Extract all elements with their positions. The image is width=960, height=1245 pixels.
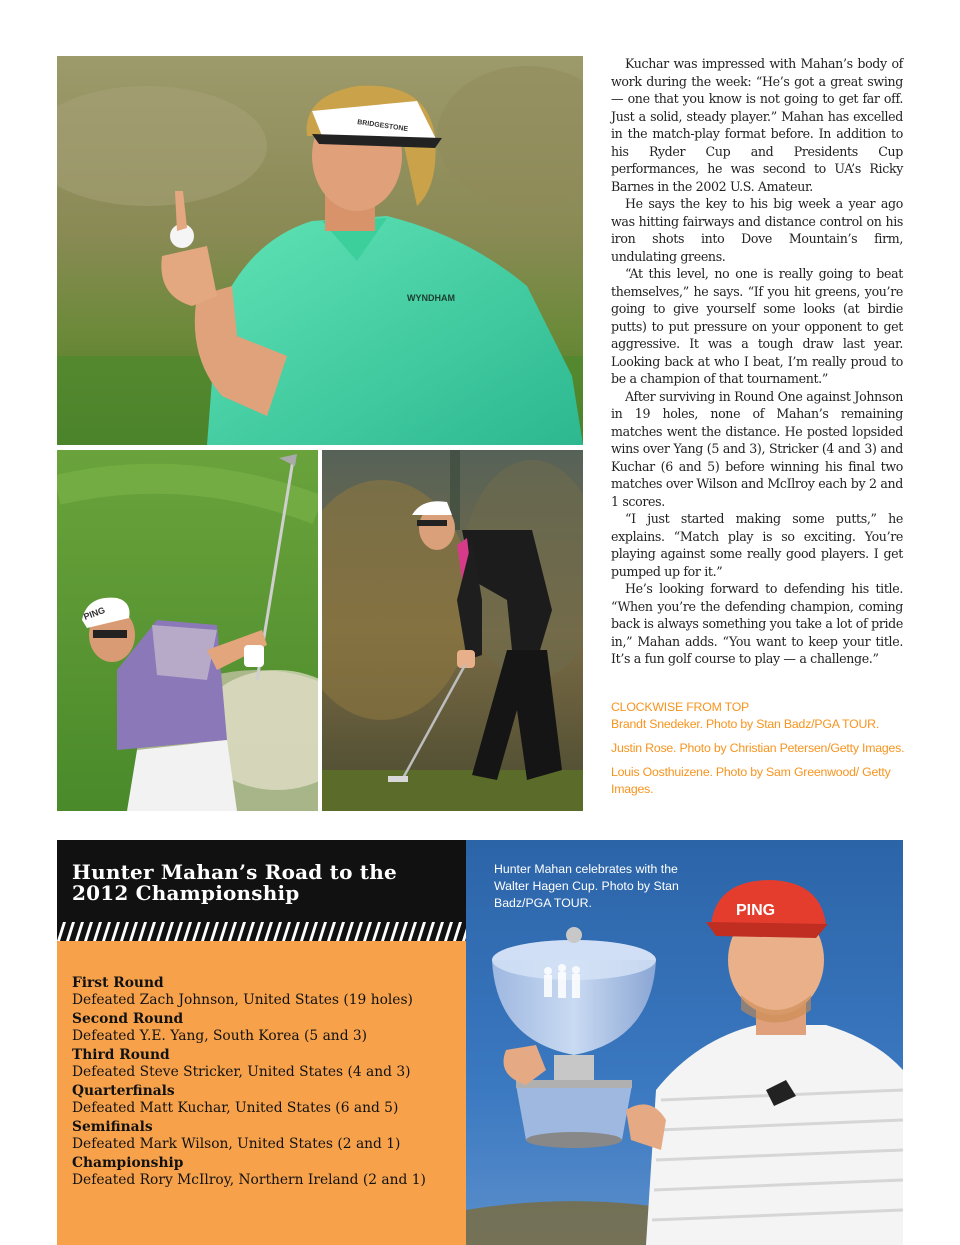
- photo-snedeker: [57, 56, 583, 445]
- sidebar-title: Hunter Mahan’s Road to the 2012 Championship: [72, 860, 397, 905]
- round-result: Defeated Rory McIlroy, Northern Ireland (2 and 1): [72, 1171, 426, 1188]
- shirt-brand: WYNDHAM: [407, 293, 455, 303]
- round-name: First Round: [72, 975, 164, 991]
- round-item: [72, 1119, 462, 1152]
- caption-line: Justin Rose. Photo by Christian Petersen/Getty Images.: [611, 741, 905, 755]
- round-name: Second Round: [72, 1011, 184, 1027]
- caption-heading: CLOCKWISE FROM TOP: [611, 700, 750, 714]
- stripe-divider: [57, 922, 466, 941]
- cap-brand-hero: PING: [736, 902, 776, 919]
- round-result: Defeated Y.E. Yang, South Korea (5 and 3): [72, 1027, 368, 1044]
- round-name: Third Round: [72, 1047, 170, 1063]
- article-paragraph: Kuchar was impressed with Mahan’s body of work during the week: “He’s got a great swing — one that you know is not going to get far off. Just a solid, steady player.” Mahan has excelled in the match-play format before. In addition to his Ryder Cup and Presidents Cup performances, he was second to UA’s Ricky Barnes in the 2002 U.S. Amateur.: [611, 56, 903, 194]
- round-item: [72, 1083, 462, 1116]
- caption-line: Brandt Snedeker. Photo by Stan Badz/PGA TOUR.: [611, 717, 880, 731]
- article-paragraph: “I just started making some putts,” he explains. “Match play is so exciting. You’re playing against some really good players. I get pumped up for it.”: [611, 511, 903, 579]
- sidebar-results: [57, 941, 466, 1245]
- round-item: [72, 1011, 462, 1044]
- round-name: Semifinals: [72, 1119, 153, 1135]
- article-paragraph: After surviving in Round One against Johnson in 19 holes, none of Mahan’s remaining matches went the distance. He posted lopsided wins over Yang (5 and 3), Stricker (4 and 3) and Kuchar (6 and 5) before winning his final two matches over Wilson and McIlroy each by 2 and 1 scores.: [611, 388, 903, 509]
- cap-brand-left: PING: [82, 604, 107, 622]
- round-name: Quarterfinals: [72, 1083, 175, 1099]
- round-item: [72, 975, 462, 1008]
- photo-captions: [611, 699, 911, 805]
- round-result: Defeated Steve Stricker, United States (4 and 3): [72, 1063, 411, 1080]
- caption-line: Louis Oosthuizene. Photo by Sam Greenwood/ Getty Images.: [611, 765, 891, 796]
- round-item: [72, 1047, 462, 1080]
- round-name: Championship: [72, 1155, 184, 1171]
- visor-brand: BRIDGESTONE: [356, 119, 409, 134]
- photo-rose: [322, 450, 583, 811]
- article-paragraph: He says the key to his big week a year ago was hitting fairways and distance control on his iron shots into Dove Mountain’s firm, undulating greens.: [611, 196, 903, 264]
- round-result: Defeated Matt Kuchar, United States (6 and 5): [72, 1099, 399, 1116]
- round-result: Defeated Zach Johnson, United States (19 holes): [72, 991, 413, 1008]
- round-item: [72, 1155, 462, 1188]
- article-paragraph: He’s looking forward to defending his title. “When you’re the defending champion, coming back is always something you take a lot of pride in,” Mahan adds. “You want to keep your title. It’s a fun golf course to play — a challenge.”: [611, 581, 903, 666]
- photo-oosthuizen: [57, 450, 318, 811]
- photo-mahan-trophy: [466, 840, 903, 1245]
- hero-caption: Hunter Mahan celebrates with the Walter Hagen Cup. Photo by Stan Badz/PGA TOUR.: [494, 862, 679, 910]
- sidebar-header: [57, 840, 466, 941]
- article-body: [611, 55, 903, 668]
- round-result: Defeated Mark Wilson, United States (2 and 1): [72, 1135, 401, 1152]
- article-paragraph: “At this level, no one is really going to beat themselves,” he says. “If you hit greens, you’re going to give yourself some looks (at birdie putts) to put pressure on your opponent to get aggressive. It was a tough draw last year. Looking back at who I beat, I’m really proud to be a champion of that tournament.”: [611, 266, 903, 386]
